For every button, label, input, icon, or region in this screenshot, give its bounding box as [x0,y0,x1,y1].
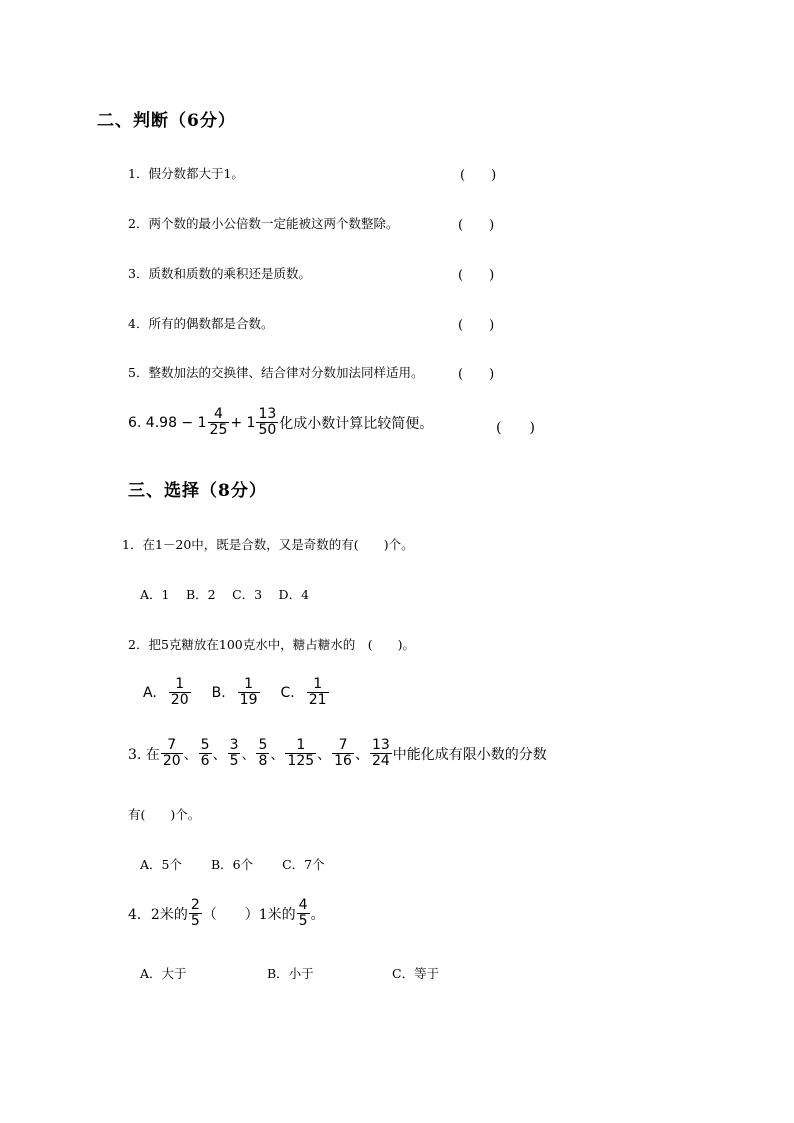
choice-q3-prefix: 3. 在 [128,746,160,763]
fraction-denominator: 20 [162,753,181,769]
judge-answer-blank-6[interactable]: ( ) [496,420,535,436]
fraction-numerator: 1 [169,677,191,693]
choice-q4-option-c: C．等于 [392,966,440,981]
fraction-7-20 [161,738,183,769]
fraction-1-19 [238,677,260,708]
separator: 、 [183,746,198,763]
fraction-numerator: 2 [190,897,200,913]
fraction-numerator: 5 [258,737,268,753]
choice-q3-suffix: 中能化成有限小数的分数 [392,746,547,763]
fraction-numerator: 5 [200,737,210,753]
judge-answer-blank-3[interactable]: ( ) [458,268,495,283]
fraction-denominator: 50 [258,422,277,438]
judge-item-5: 5．整数加法的交换律、结合律对分数加法同样适用。 [128,365,424,380]
fraction-4-25 [208,407,230,438]
judge-item-2: 2．两个数的最小公倍数一定能被这两个数整除。 [128,216,399,231]
fraction-denominator: 5 [298,913,308,929]
choice-q4-option-b: B．小于 [267,966,314,981]
judge-item-6 [128,407,433,438]
fraction-1-21 [307,677,329,708]
judge-item-6-prefix: 6. 4.98 − 1 [128,414,207,431]
fraction-numerator: 7 [161,738,183,754]
fraction-numerator: 1 [307,677,329,693]
section-2-title: 二、判断（6分） [97,111,236,131]
choice-q2-option-a-label: A. [143,684,157,701]
choice-q4-text [128,898,325,929]
choice-q2-option-c-label: C. [280,684,295,701]
choice-q4-option-a: A．大于 [140,966,187,981]
judge-answer-blank-4[interactable]: ( ) [458,318,495,333]
judge-answer-blank-2[interactable]: ( ) [458,218,495,233]
choice-q3-options: A．5个 B．6个 C．7个 [140,857,325,872]
choice-q2-text: 2．把5克糖放在100克水中，糖占糖水的 ( )。 [128,637,416,652]
fraction-numerator: 7 [332,738,354,754]
fraction-denominator: 16 [334,753,352,769]
fraction-denominator: 20 [170,692,189,708]
separator: 、 [317,746,332,763]
fraction-denominator: 25 [209,422,228,438]
fraction-13-50 [256,407,278,438]
fraction-denominator: 24 [371,753,390,769]
fraction-denominator: 8 [258,753,268,769]
fraction-numerator: 4 [208,407,230,423]
fraction-1-20 [169,677,191,708]
judge-answer-blank-5[interactable]: ( ) [458,367,495,382]
fraction-4-5 [297,898,310,929]
choice-q1-options: A．1 B．2 C．3 D．4 [140,587,310,602]
judge-item-6-suffix: 化成小数计算比较简便。 [279,415,434,432]
fraction-denominator: 19 [239,692,258,708]
choice-q2-option-b-label: B. [211,684,226,701]
fraction-denominator: 5 [190,913,200,929]
choice-q4-prefix: 4．2米的 [128,906,188,923]
fraction-numerator: 3 [229,737,239,753]
judge-item-1: 1．假分数都大于1。 [128,166,244,181]
fraction-denominator: 5 [229,753,239,769]
separator: 、 [354,746,369,763]
separator: 、 [270,746,285,763]
fraction-2-5 [189,898,202,929]
fraction-13-24 [370,738,392,769]
fraction-numerator: 4 [298,897,308,913]
separator: 、 [241,746,256,763]
section-3-title: 三、选择（8分） [128,481,267,501]
choice-q3-line2: 有( )个。 [128,807,201,822]
judge-answer-blank-1[interactable]: ( ) [460,168,497,183]
separator: 、 [212,746,227,763]
fraction-denominator: 6 [200,753,210,769]
choice-q1-text: 1．在1－20中，既是合数，又是奇数的有( )个。 [122,537,414,552]
choice-q4-middle: （ ）1米的 [202,906,296,923]
fraction-5-6 [199,738,212,769]
fraction-numerator: 1 [285,738,316,754]
fraction-denominator: 125 [287,753,315,769]
fraction-5-8 [256,738,269,769]
judge-item-6-plus: + 1 [230,414,256,431]
judge-item-3: 3．质数和质数的乘积还是质数。 [128,266,311,281]
judge-item-4: 4．所有的偶数都是合数。 [128,316,274,331]
fraction-1-125 [285,738,316,769]
fraction-7-16 [332,738,354,769]
fraction-denominator: 21 [308,692,327,708]
choice-q2-options [143,677,330,708]
fraction-numerator: 13 [371,737,390,753]
fraction-numerator: 13 [258,406,277,422]
fraction-numerator: 1 [238,677,260,693]
fraction-3-5 [228,738,241,769]
choice-q4-end: 。 [310,906,325,923]
choice-q3-line1 [128,738,547,769]
